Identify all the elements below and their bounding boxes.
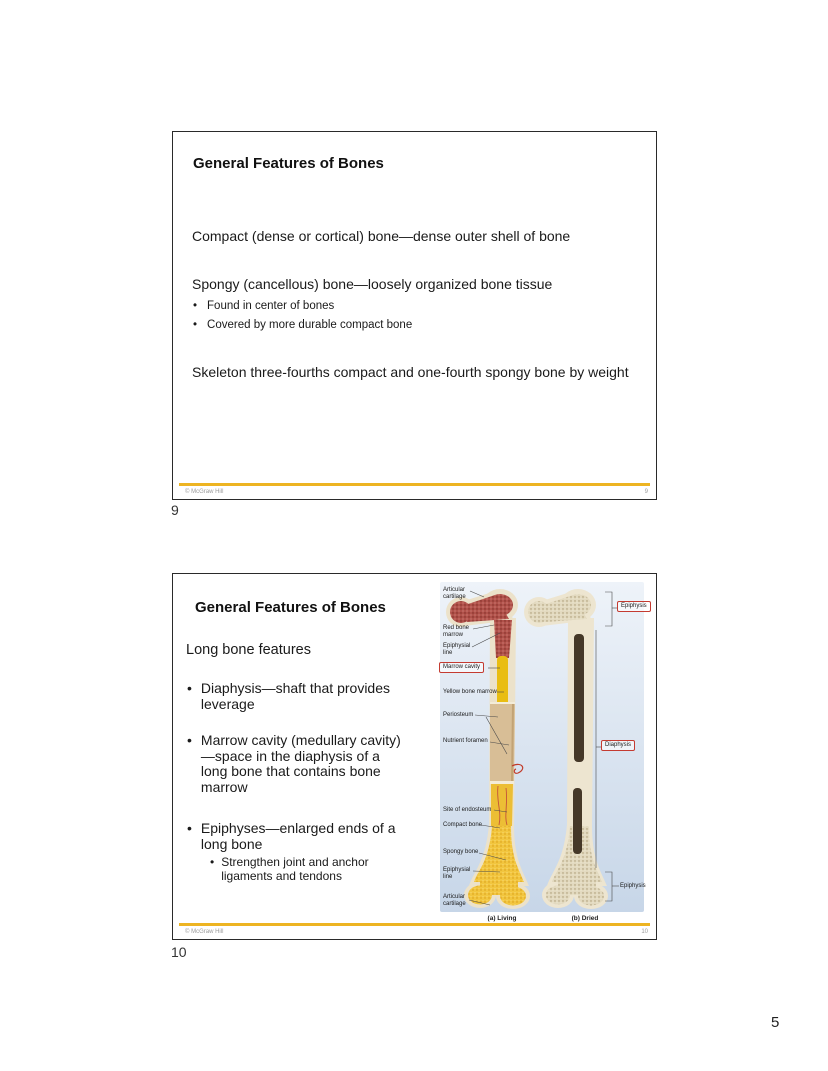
slide-10-page-label: 10: [171, 944, 187, 960]
figure-label-yellow-bone-marrow: Yellow bone marrow: [443, 689, 497, 695]
bullet-marker: •: [193, 319, 198, 331]
figure-label-diaphysis-highlighted: Diaphysis: [601, 740, 635, 751]
figure-label-articular-cartilage-bottom: Articular cartilage: [443, 894, 466, 907]
bullet-item-diaphysis: [187, 681, 417, 712]
figure-label-compact-bone: Compact bone: [443, 822, 483, 828]
slide-number: 10: [641, 929, 648, 935]
subtitle-long-bone-features: Long bone features: [186, 642, 311, 658]
bullet-text: Strengthen joint and anchor ligaments and tendons: [221, 855, 369, 883]
bullet-item-epiphyses: [187, 821, 417, 852]
slide-footer: [185, 929, 648, 935]
figure-label-epiphysis-top-highlighted: Epiphysis: [617, 601, 651, 612]
figure-label-epiphysial-line-top: Epiphysial line: [443, 643, 471, 656]
bullet-marker: •: [187, 820, 192, 836]
figure-label-articular-cartilage-top: Articular cartilage: [443, 587, 466, 600]
bullet-marker: •: [187, 732, 192, 748]
slide-number: 9: [644, 489, 648, 495]
bullet-marker: •: [187, 680, 192, 696]
bullet-text: Diaphysis—shaft that provides leverage: [200, 680, 390, 712]
paragraph-skeleton-weight: Skeleton three-fourths compact and one-fourth spongy bone by weight: [192, 364, 629, 380]
figure-caption-living: (a) Living: [487, 915, 517, 922]
footer-accent-line: [179, 483, 650, 486]
slide-10: [172, 573, 657, 940]
sub-bullet-strengthen-joint: [210, 856, 400, 884]
bullet-item: [193, 319, 412, 331]
bullet-text: Covered by more durable compact bone: [207, 319, 413, 331]
figure-label-site-of-endosteum: Site of endosteum: [443, 807, 492, 813]
bullet-marker: •: [193, 300, 198, 312]
document-page-number: 5: [771, 1014, 780, 1031]
figure-label-nutrient-foramen: Nutrient foramen: [443, 738, 488, 744]
slide-9-page-label: 9: [171, 502, 179, 518]
bullet-item-marrow-cavity: [187, 733, 409, 796]
figure-label-marrow-cavity-highlighted: Marrow cavity: [439, 662, 484, 673]
bullet-text: Epiphyses—enlarged ends of a long bone: [200, 820, 396, 852]
figure-caption-dried: (b) Dried: [571, 915, 599, 922]
bullet-text: Marrow cavity (medullary cavity)—space in the diaphysis of a long bone that contains bone marrow: [200, 732, 401, 796]
slide-title: General Features of Bones: [195, 599, 386, 616]
figure-label-epiphysial-line-bottom: Epiphysial line: [443, 867, 471, 880]
paragraph-compact-bone: Compact (dense or cortical) bone—dense outer shell of bone: [192, 228, 571, 244]
slide-9: [172, 131, 657, 500]
copyright-text: © McGraw Hill: [185, 489, 224, 495]
slide-title: General Features of Bones: [193, 155, 384, 172]
paragraph-spongy-bone: Spongy (cancellous) bone—loosely organized bone tissue: [192, 276, 553, 292]
footer-accent-line: [179, 923, 650, 926]
figure-label-spongy-bone: Spongy bone: [443, 849, 479, 855]
copyright-text: © McGraw Hill: [185, 929, 224, 935]
figure-label-epiphysis-bottom: Epiphysis: [620, 883, 646, 889]
bullet-text: Found in center of bones: [207, 300, 335, 312]
long-bone-figure: [436, 576, 658, 934]
slide-footer: [185, 489, 648, 495]
bullet-item: [193, 300, 334, 312]
bullet-marker: •: [210, 855, 215, 869]
figure-label-periosteum: Periosteum: [443, 712, 474, 718]
figure-label-red-bone-marrow: Red bone marrow: [443, 625, 470, 638]
